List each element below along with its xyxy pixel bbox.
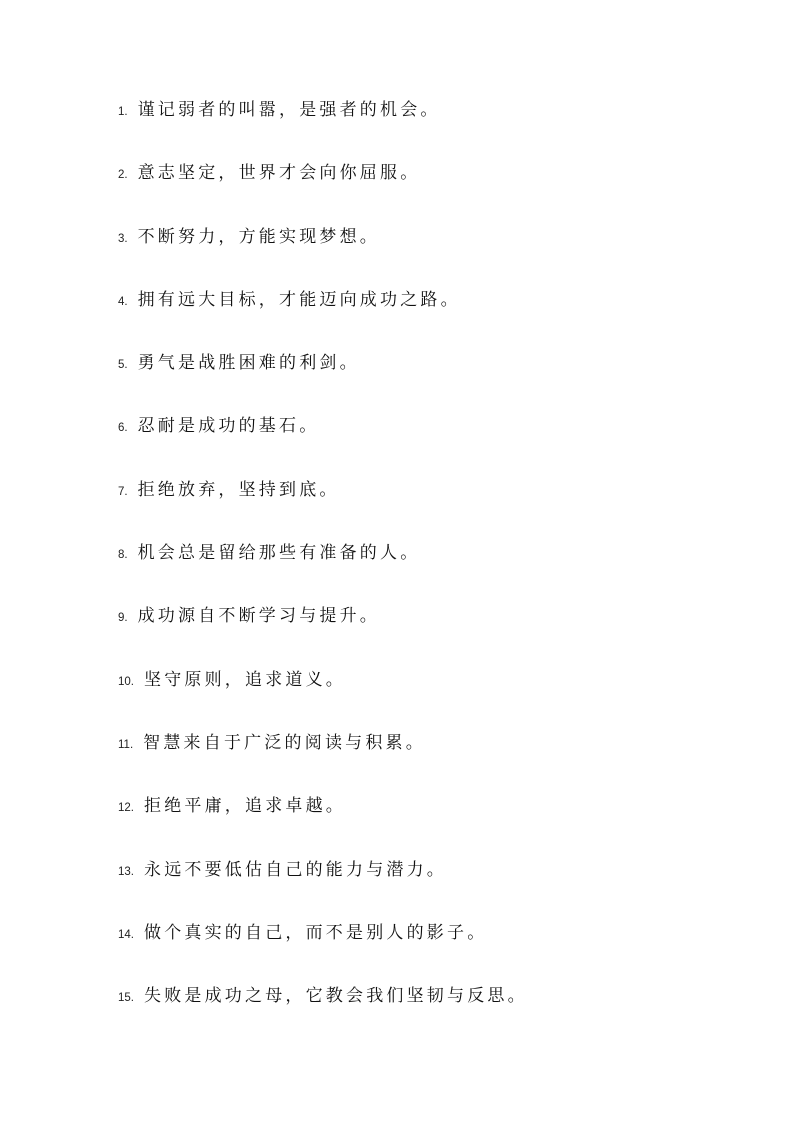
list-item bbox=[118, 725, 758, 788]
list-item-number: 8. bbox=[118, 549, 128, 562]
list-item-text: 不断努力，方能实现梦想。 bbox=[137, 226, 380, 247]
list-item-number: 14. bbox=[118, 928, 134, 941]
list-item bbox=[118, 852, 758, 915]
list-item-text: 忍耐是成功的基石。 bbox=[137, 416, 320, 437]
list-item-text: 谨记弱者的叫嚣，是强者的机会。 bbox=[137, 100, 441, 120]
list-item bbox=[118, 535, 758, 598]
list-item-text: 失败是成功之母，它教会我们坚韧与反思。 bbox=[144, 986, 528, 1007]
list-item bbox=[118, 472, 758, 535]
list-item bbox=[118, 408, 758, 471]
list-item-number: 4. bbox=[118, 295, 128, 308]
list-item-text: 勇气是战胜困难的利剑。 bbox=[137, 353, 360, 374]
list-item-number: 3. bbox=[118, 232, 128, 245]
list-item bbox=[118, 282, 758, 345]
list-item bbox=[118, 345, 758, 408]
list-item bbox=[118, 219, 758, 282]
list-item-text: 意志坚定，世界才会向你屈服。 bbox=[137, 163, 421, 184]
list-item-text: 成功源自不断学习与提升。 bbox=[137, 606, 380, 627]
list-item-text: 拒绝放弃，坚持到底。 bbox=[137, 479, 340, 500]
list-item bbox=[118, 788, 758, 851]
list-item-number: 1. bbox=[118, 106, 128, 118]
list-item-number: 7. bbox=[118, 485, 128, 498]
list-item-text: 拒绝平庸，追求卓越。 bbox=[144, 796, 346, 817]
list-item bbox=[118, 915, 758, 978]
list-item-number: 10. bbox=[118, 675, 134, 688]
list-item-text: 永远不要低估自己的能力与潜力。 bbox=[144, 859, 447, 880]
list-item-text: 机会总是留给那些有准备的人。 bbox=[137, 543, 421, 564]
list-item-number: 6. bbox=[118, 422, 128, 435]
list-item-text: 做个真实的自己，而不是别人的影子。 bbox=[144, 922, 488, 943]
list-item-number: 9. bbox=[118, 612, 128, 625]
list-item bbox=[118, 978, 758, 1041]
list-item bbox=[118, 598, 758, 661]
list-item-number: 12. bbox=[118, 802, 134, 815]
list-item-number: 11. bbox=[118, 738, 134, 751]
list-item-text: 智慧来自于广泛的阅读与积累。 bbox=[143, 732, 426, 753]
list-item bbox=[118, 155, 758, 218]
list-item-number: 5. bbox=[118, 359, 128, 372]
list-item bbox=[118, 92, 758, 155]
list-item-text: 坚守原则，追求道义。 bbox=[144, 669, 346, 690]
list-item-text: 拥有远大目标，才能迈向成功之路。 bbox=[137, 289, 461, 310]
list-item bbox=[118, 662, 758, 725]
list-item-number: 13. bbox=[118, 865, 134, 878]
list-item-number: 2. bbox=[118, 169, 128, 182]
quote-list bbox=[118, 92, 758, 1041]
list-item-number: 15. bbox=[118, 992, 134, 1005]
